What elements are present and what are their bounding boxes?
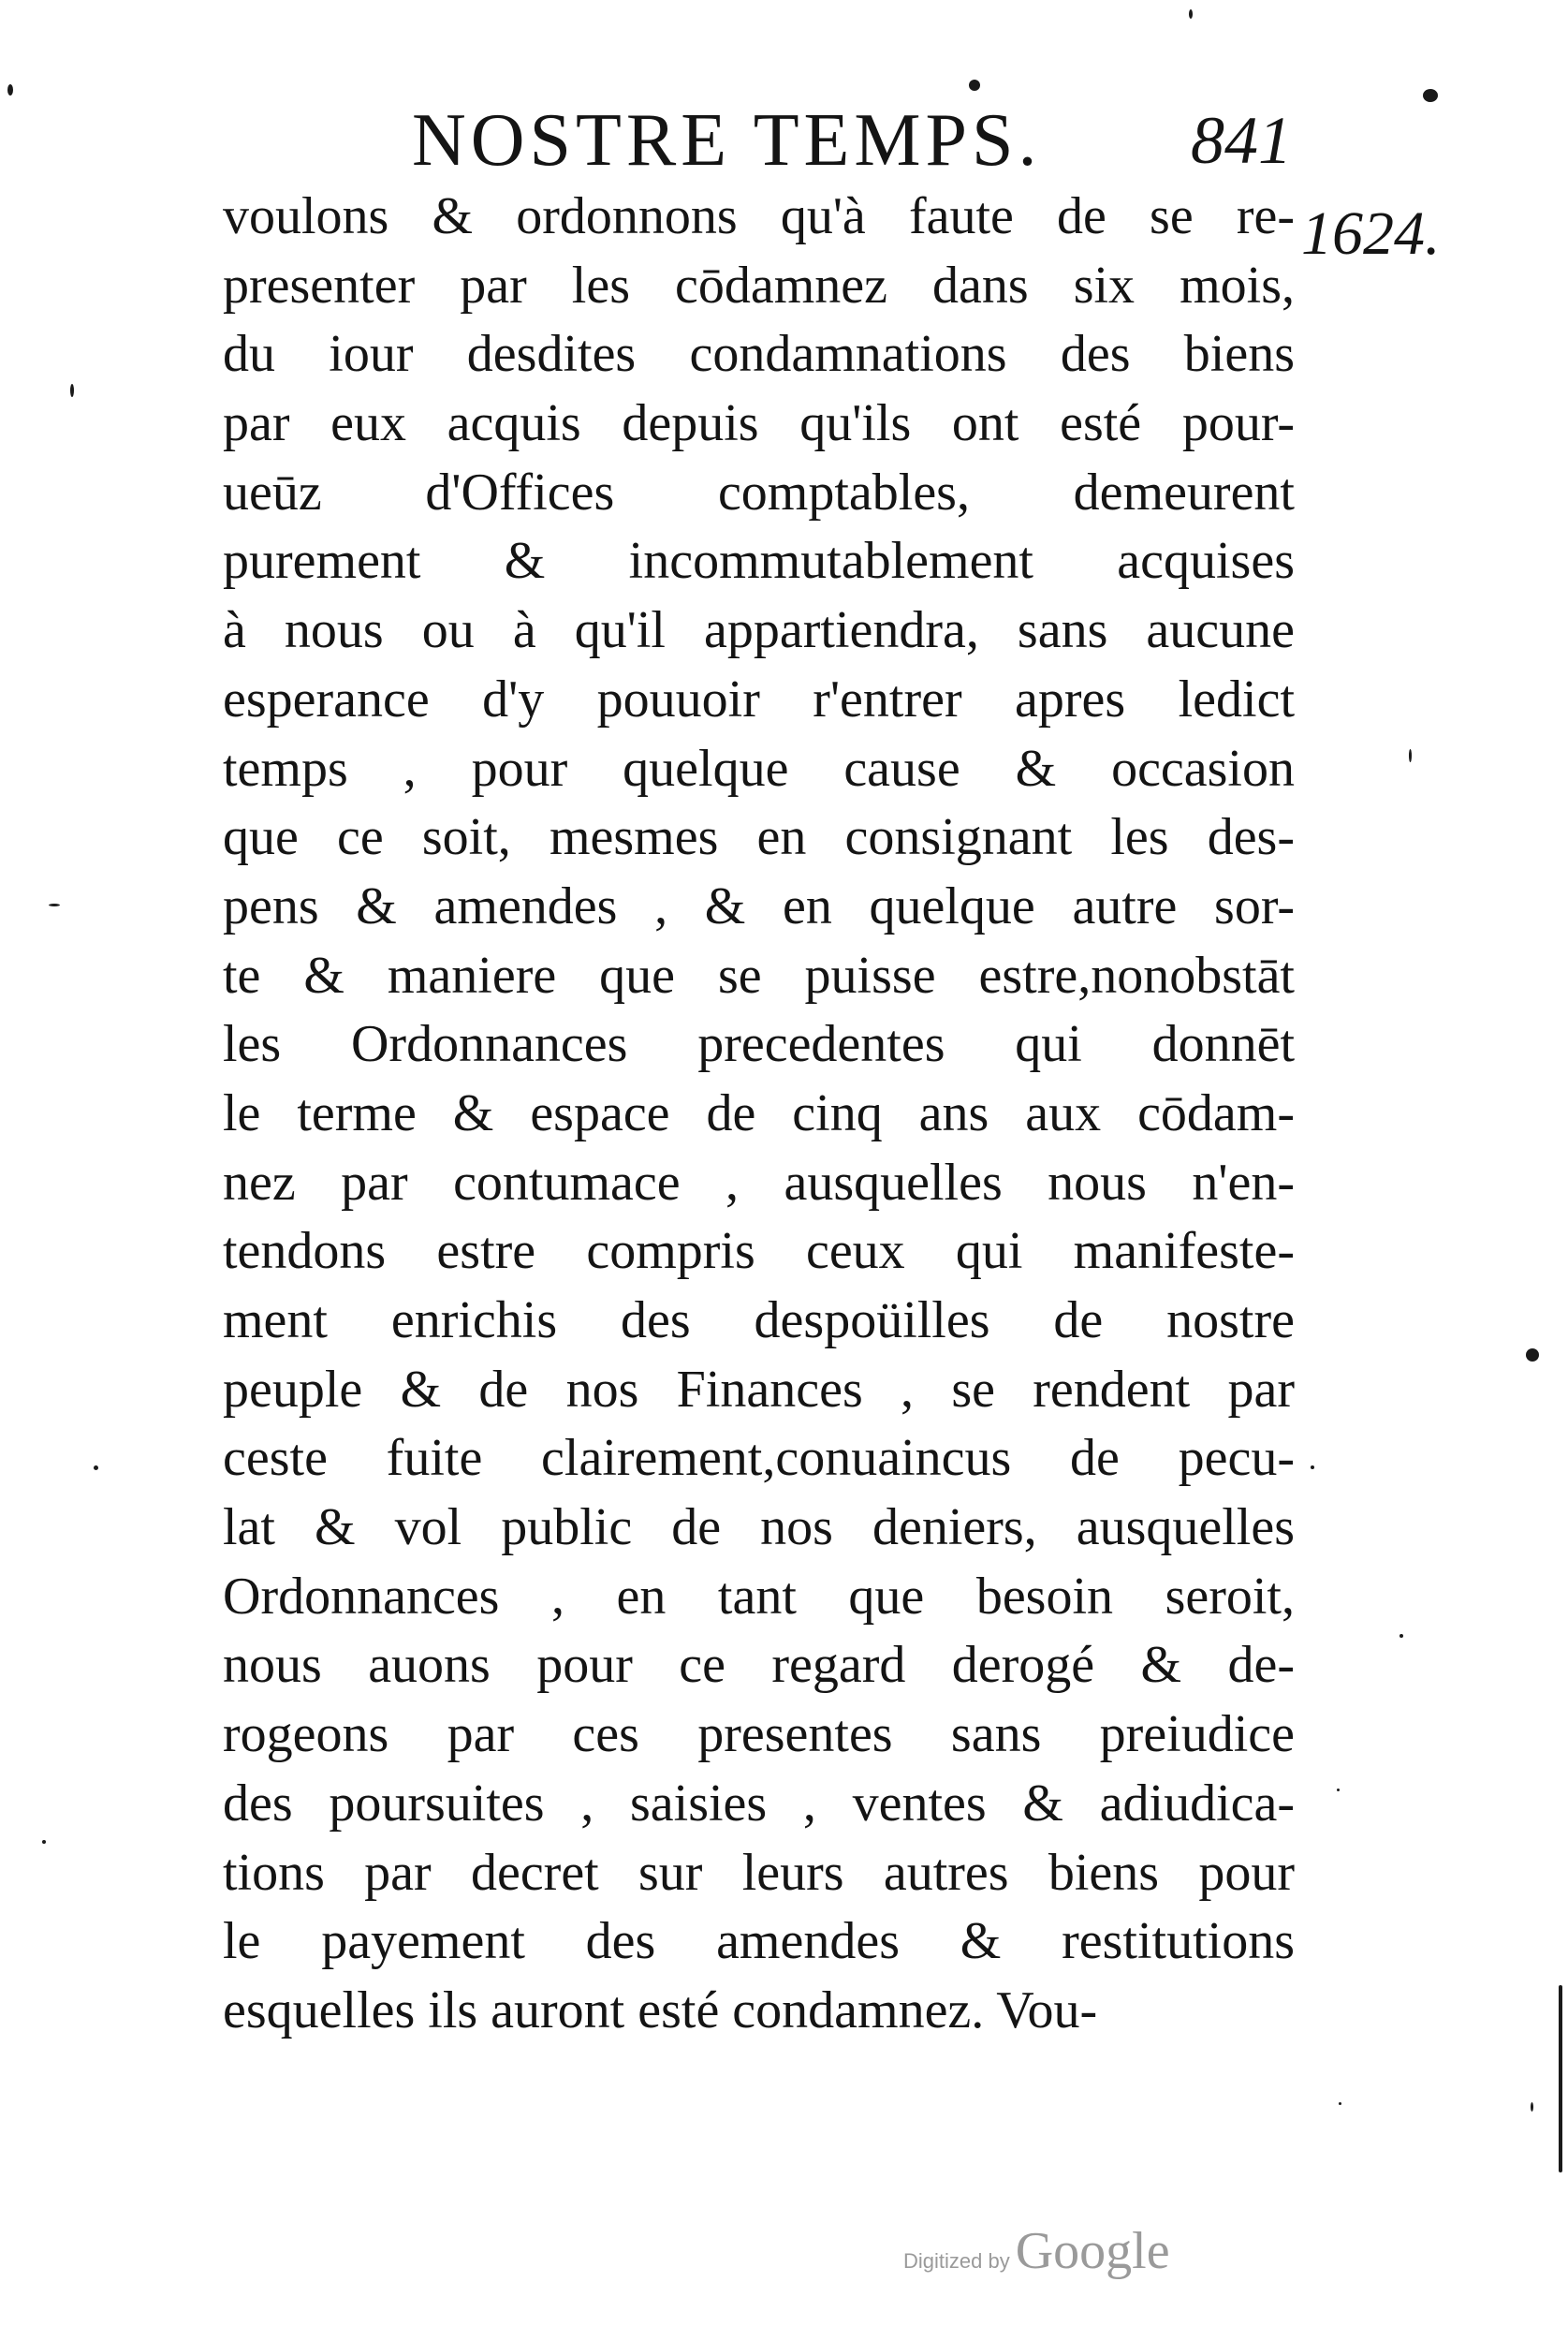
text-line: tendons estre compris ceux qui manifeste- xyxy=(223,1222,1295,1281)
scan-speck xyxy=(1189,9,1193,19)
scan-speck xyxy=(1337,1789,1340,1791)
text-line: te & maniere que se puisse estre,nonobstāt xyxy=(223,946,1295,1005)
text-line: ceste fuite clairement,conuaincus de pecu- xyxy=(223,1429,1295,1488)
text-line: par eux acquis depuis qu'ils ont esté pour- xyxy=(223,394,1295,453)
text-line: rogeons par ces presentes sans preiudice xyxy=(223,1705,1295,1764)
watermark-brand-logo: Google xyxy=(1015,2222,1170,2280)
scan-speck xyxy=(1399,1634,1403,1638)
text-line: nez par contumace , ausquelles nous n'en- xyxy=(223,1153,1295,1212)
scan-speck xyxy=(1526,1348,1539,1362)
text-line: des poursuites , saisies , ventes & adiudica- xyxy=(223,1774,1295,1833)
text-line: à nous ou à qu'il appartiendra, sans aucune xyxy=(223,601,1295,660)
running-title: NOSTRE TEMPS. xyxy=(412,99,1042,182)
text-line: du iour desdites condamnations des biens xyxy=(223,325,1295,384)
text-line: esperance d'y pouuoir r'entrer apres ledict xyxy=(223,670,1295,729)
scan-speck xyxy=(49,904,60,906)
scan-speck xyxy=(7,84,13,96)
text-line: tions par decret sur leurs autres biens pour xyxy=(223,1843,1295,1902)
scan-speck xyxy=(969,80,980,91)
text-line: presenter par les cōdamnez dans six mois, xyxy=(223,256,1295,315)
text-line: purement & incommutablement acquises xyxy=(223,532,1295,591)
watermark-prefix: Digitized by xyxy=(903,2249,1010,2273)
text-line: que ce soit, mesmes en consignant les des- xyxy=(223,808,1295,867)
text-line: les Ordonnances precedentes qui donnēt xyxy=(223,1015,1295,1074)
page-number: 841 xyxy=(1191,103,1292,178)
digitization-watermark xyxy=(903,2221,1170,2280)
text-line: ment enrichis des despoüilles de nostre xyxy=(223,1291,1295,1349)
scan-speck xyxy=(1311,1465,1314,1469)
text-line: voulons & ordonnons qu'à faute de se re- xyxy=(223,187,1295,245)
scan-speck xyxy=(1409,749,1412,762)
text-line: ueūz d'Offices comptables, demeurent xyxy=(223,463,1295,522)
scan-speck xyxy=(94,1465,98,1470)
scan-speck xyxy=(1531,2102,1533,2112)
text-line: le payement des amendes & restitutions xyxy=(223,1912,1295,1971)
text-line: Ordonnances , en tant que besoin seroit, xyxy=(223,1567,1295,1626)
body-text xyxy=(223,183,1295,2046)
text-line: esquelles ils auront esté condamnez. Vou- xyxy=(223,1980,1098,2039)
scan-speck xyxy=(1559,1985,1562,2172)
page-header xyxy=(412,98,1292,183)
scan-speck xyxy=(42,1840,46,1844)
text-line: peuple & de nos Finances , se rendent par xyxy=(223,1360,1295,1419)
text-line: le terme & espace de cinq ans aux cōdam- xyxy=(223,1083,1295,1142)
text-line: lat & vol public de nos deniers, ausquelles xyxy=(223,1498,1295,1557)
text-line: nous auons pour ce regard derogé & de- xyxy=(223,1636,1295,1695)
scan-speck xyxy=(1423,89,1438,102)
text-line: temps , pour quelque cause & occasion xyxy=(223,739,1295,798)
scan-speck xyxy=(70,384,74,397)
scan-speck xyxy=(1339,2102,1341,2105)
text-line: pens & amendes , & en quelque autre sor- xyxy=(223,876,1295,935)
margin-year-note: 1624. xyxy=(1301,199,1441,268)
